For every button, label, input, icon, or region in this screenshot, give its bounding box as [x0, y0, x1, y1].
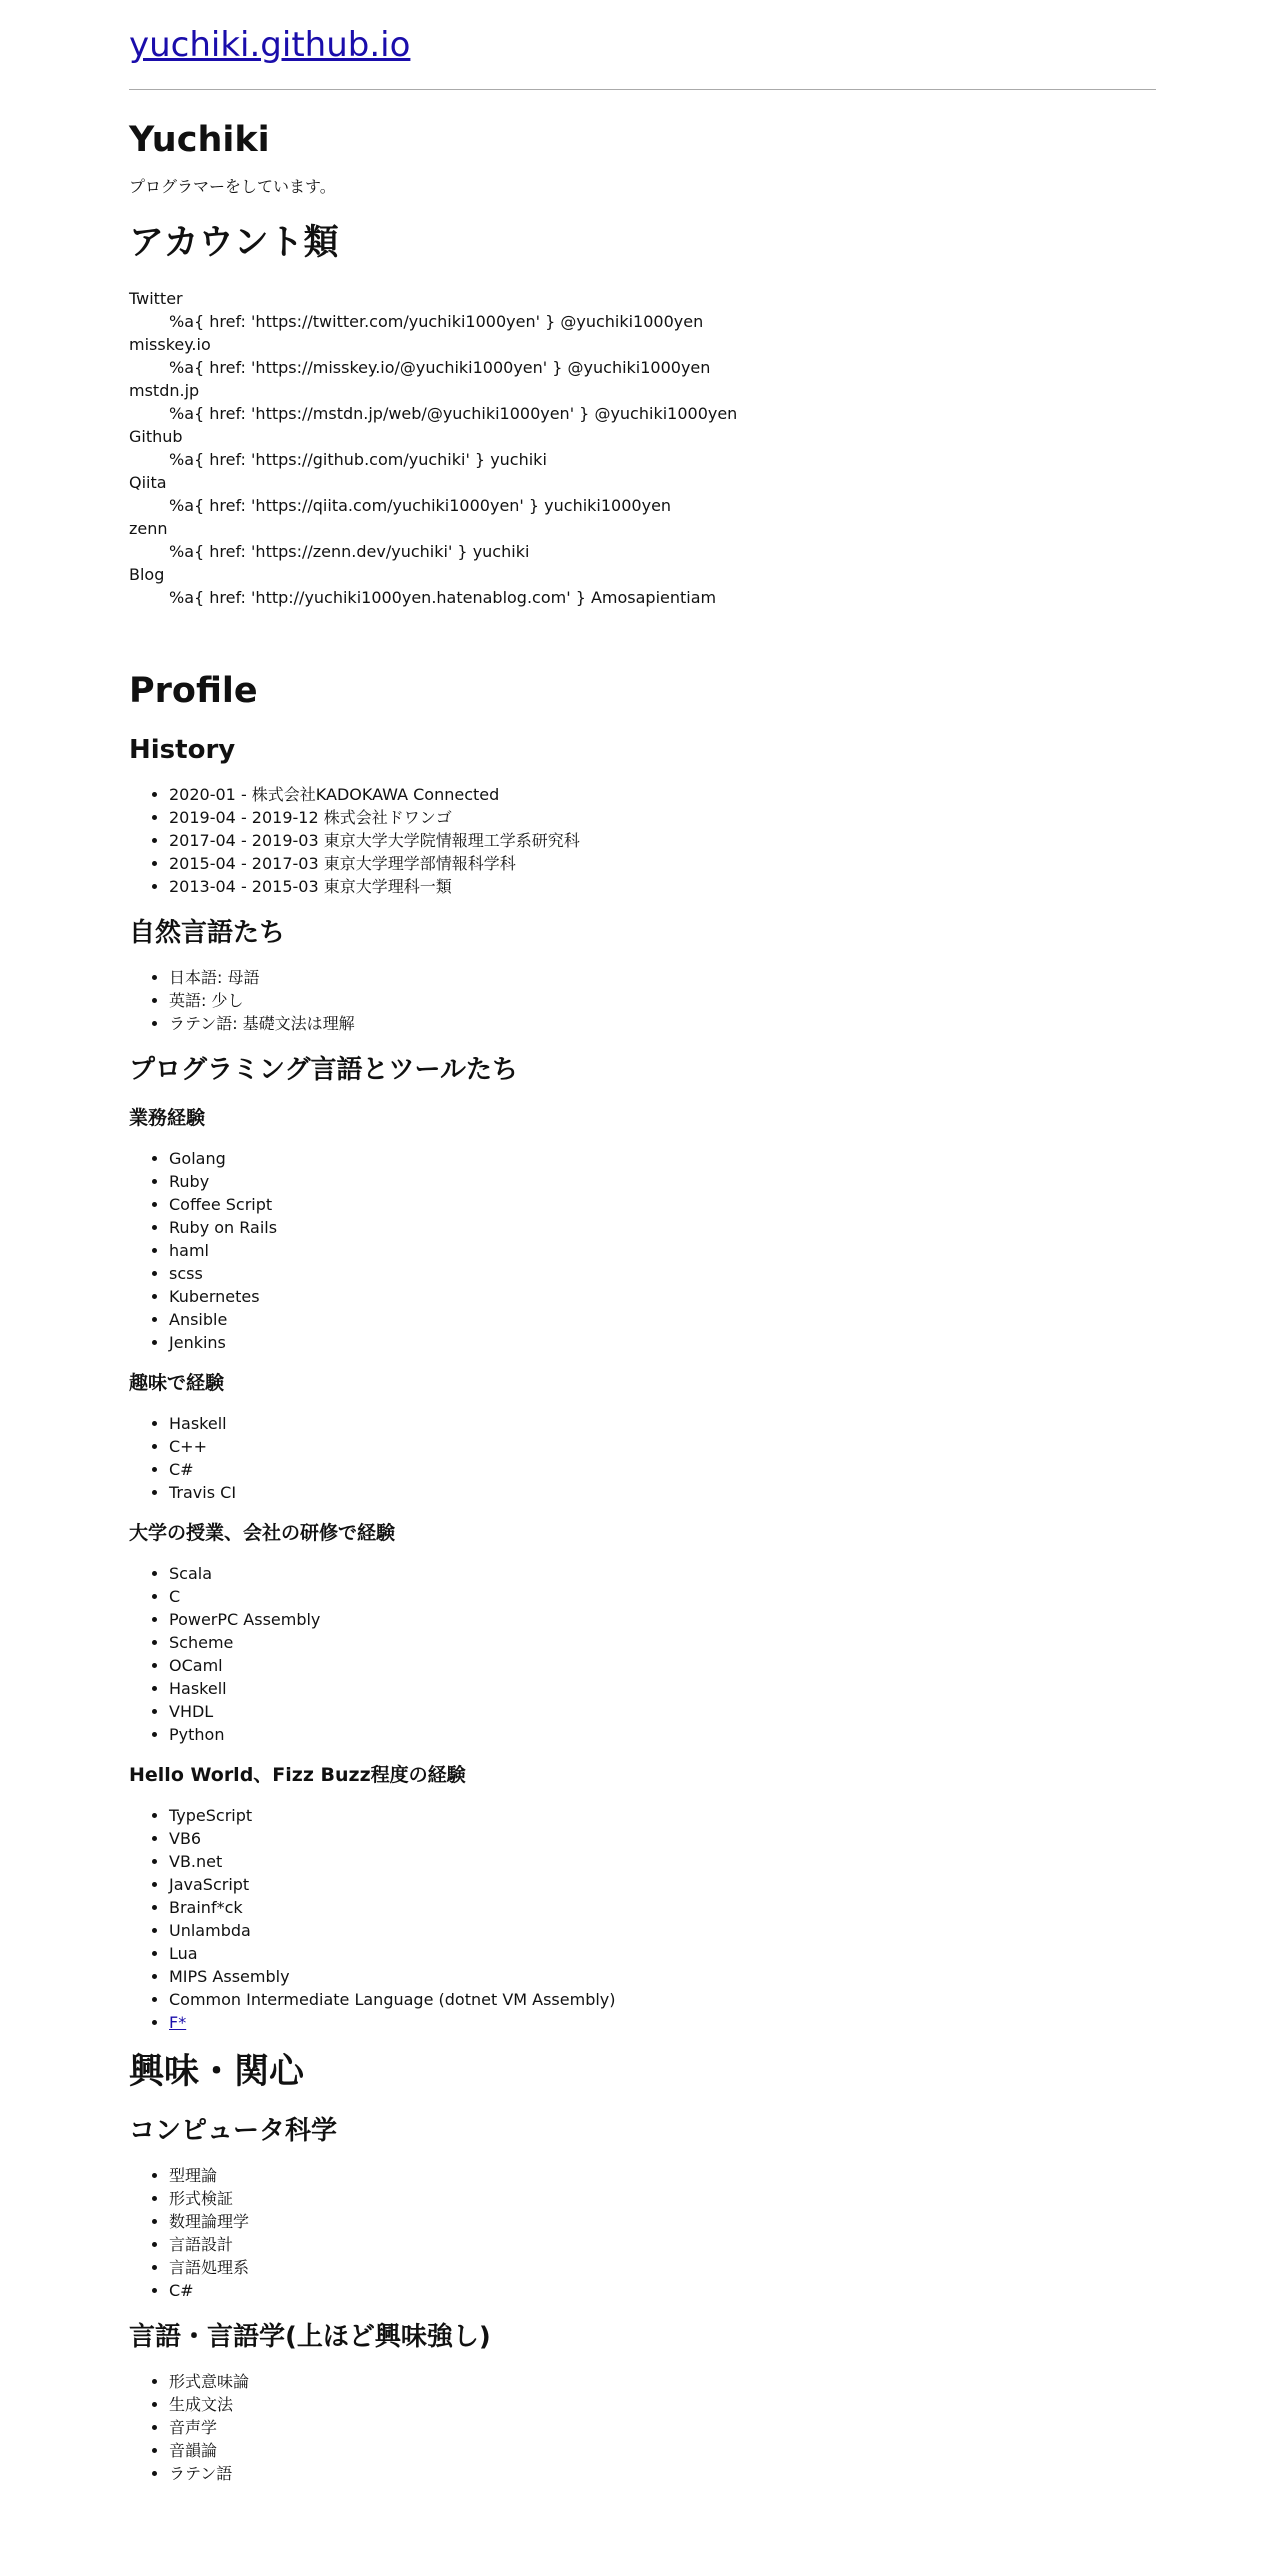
list-item: • C++: [169, 1435, 1156, 1458]
list-item: • Python: [169, 1723, 1156, 1746]
hello-world-experience-heading: Hello World、Fizz Buzz程度の経験: [129, 1764, 466, 1786]
account-value: %a{ href: 'http://yuchiki1000yen.hatenablog.com' } Amosapientiam: [169, 588, 717, 607]
hobby-experience-heading: 趣味で経験: [129, 1372, 225, 1394]
intro-heading: Yuchiki: [129, 120, 270, 160]
list-item: • C: [169, 1585, 1156, 1608]
list-item: • PowerPC Assembly: [169, 1608, 1156, 1631]
university-experience-heading: 大学の授業、会社の研修で経験: [129, 1522, 396, 1544]
cs-interests-heading: コンピュータ科学: [129, 2116, 338, 2146]
natural-languages-heading: 自然言語たち: [129, 918, 286, 948]
account-value: %a{ href: 'https://github.com/yuchiki' } yuchiki: [169, 450, 547, 469]
account-value: %a{ href: 'https://qiita.com/yuchiki1000yen' } yuchiki1000yen: [169, 496, 672, 515]
list-item: [169, 2011, 1156, 2034]
list-item: • Ansible: [169, 1308, 1156, 1331]
account-value: %a{ href: 'https://mstdn.jp/web/@yuchiki1000yen' } @yuchiki1000yen: [169, 404, 738, 423]
account-value: %a{ href: 'https://twitter.com/yuchiki1000yen' } @yuchiki1000yen: [169, 312, 704, 331]
site-title-link[interactable]: yuchiki.github.io: [129, 25, 411, 65]
list-item: • 日本語: 母語: [169, 966, 1156, 989]
list-item: • ラテン語: 基礎文法は理解: [169, 1012, 1156, 1035]
fstar-link[interactable]: F*: [169, 2013, 187, 2032]
list-item: • Jenkins: [169, 1331, 1156, 1354]
hobby-experience-list: [129, 1412, 1156, 1504]
work-experience-list: [129, 1147, 1156, 1354]
list-item: • 言語処理系: [169, 2256, 1156, 2279]
list-item: • 形式検証: [169, 2187, 1156, 2210]
list-item: • VB6: [169, 1827, 1156, 1850]
account-service: Github: [129, 427, 183, 446]
hello-world-experience-list: [129, 1804, 1156, 2034]
list-item: • 2019-04 - 2019-12 株式会社ドワンゴ: [169, 806, 1156, 829]
list-item: • C#: [169, 2279, 1156, 2302]
list-item: • 生成文法: [169, 2393, 1156, 2416]
list-item: • 数理論理学: [169, 2210, 1156, 2233]
cs-interests-list: [129, 2164, 1156, 2302]
list-item: • Coffee Script: [169, 1193, 1156, 1216]
list-item: • 2013-04 - 2015-03 東京大学理科一類: [169, 875, 1156, 898]
list-item: • TypeScript: [169, 1804, 1156, 1827]
account-service: Blog: [129, 565, 165, 584]
list-item: • Haskell: [169, 1412, 1156, 1435]
natural-languages-list: [129, 966, 1156, 1035]
list-item: • 2015-04 - 2017-03 東京大学理学部情報科学科: [169, 852, 1156, 875]
university-experience-list: [129, 1562, 1156, 1746]
list-item: • 音声学: [169, 2416, 1156, 2439]
account-value: %a{ href: 'https://zenn.dev/yuchiki' } yuchiki: [169, 542, 530, 561]
site-title: [129, 0, 1156, 68]
list-item: • Lua: [169, 1942, 1156, 1965]
list-item: • VB.net: [169, 1850, 1156, 1873]
list-item: • Common Intermediate Language (dotnet VM Assembly): [169, 1988, 1156, 2011]
account-service: Qiita: [129, 473, 167, 492]
list-item: • Brainf*ck: [169, 1896, 1156, 1919]
list-item: • 2020-01 - 株式会社KADOKAWA Connected: [169, 783, 1156, 806]
linguistics-interests-list: [129, 2370, 1156, 2485]
list-item: • Ruby on Rails: [169, 1216, 1156, 1239]
list-item: • OCaml: [169, 1654, 1156, 1677]
interests-heading: 興味・関心: [129, 2052, 305, 2092]
account-value: %a{ href: 'https://misskey.io/@yuchiki1000yen' } @yuchiki1000yen: [169, 358, 711, 377]
programming-heading: プログラミング言語とツールたち: [129, 1055, 518, 1085]
page-container: [129, 0, 1156, 2485]
linguistics-interests-heading: 言語・言語学(上ほど興味強し): [129, 2322, 491, 2352]
accounts-heading: アカウント類: [129, 223, 339, 263]
list-item: • 形式意味論: [169, 2370, 1156, 2393]
account-service: misskey.io: [129, 335, 211, 354]
list-item: • scss: [169, 1262, 1156, 1285]
list-item: • Scala: [169, 1562, 1156, 1585]
profile-heading: Profile: [129, 671, 258, 711]
list-item: • VHDL: [169, 1700, 1156, 1723]
list-item: • MIPS Assembly: [169, 1965, 1156, 1988]
list-item: • 2017-04 - 2019-03 東京大学大学院情報理工学系研究科: [169, 829, 1156, 852]
list-item: • 英語: 少し: [169, 989, 1156, 1012]
list-item: • Unlambda: [169, 1919, 1156, 1942]
list-item: • 音韻論: [169, 2439, 1156, 2462]
list-item: • Ruby: [169, 1170, 1156, 1193]
list-item: • haml: [169, 1239, 1156, 1262]
list-item: • C#: [169, 1458, 1156, 1481]
header-divider: [129, 89, 1156, 90]
accounts-list: [129, 287, 1156, 609]
account-service: mstdn.jp: [129, 381, 200, 400]
account-service: zenn: [129, 519, 168, 538]
list-item: • Scheme: [169, 1631, 1156, 1654]
history-heading: History: [129, 735, 236, 765]
account-service: Twitter: [129, 289, 183, 308]
list-item: • ラテン語: [169, 2462, 1156, 2485]
list-item: • Travis CI: [169, 1481, 1156, 1504]
list-item: • 言語設計: [169, 2233, 1156, 2256]
intro-text: プログラマーをしています。: [129, 177, 336, 196]
list-item: • Kubernetes: [169, 1285, 1156, 1308]
list-item: • 型理論: [169, 2164, 1156, 2187]
list-item: • JavaScript: [169, 1873, 1156, 1896]
list-item: • Haskell: [169, 1677, 1156, 1700]
list-item: • Golang: [169, 1147, 1156, 1170]
history-list: [129, 783, 1156, 898]
work-experience-heading: 業務経験: [129, 1107, 206, 1129]
